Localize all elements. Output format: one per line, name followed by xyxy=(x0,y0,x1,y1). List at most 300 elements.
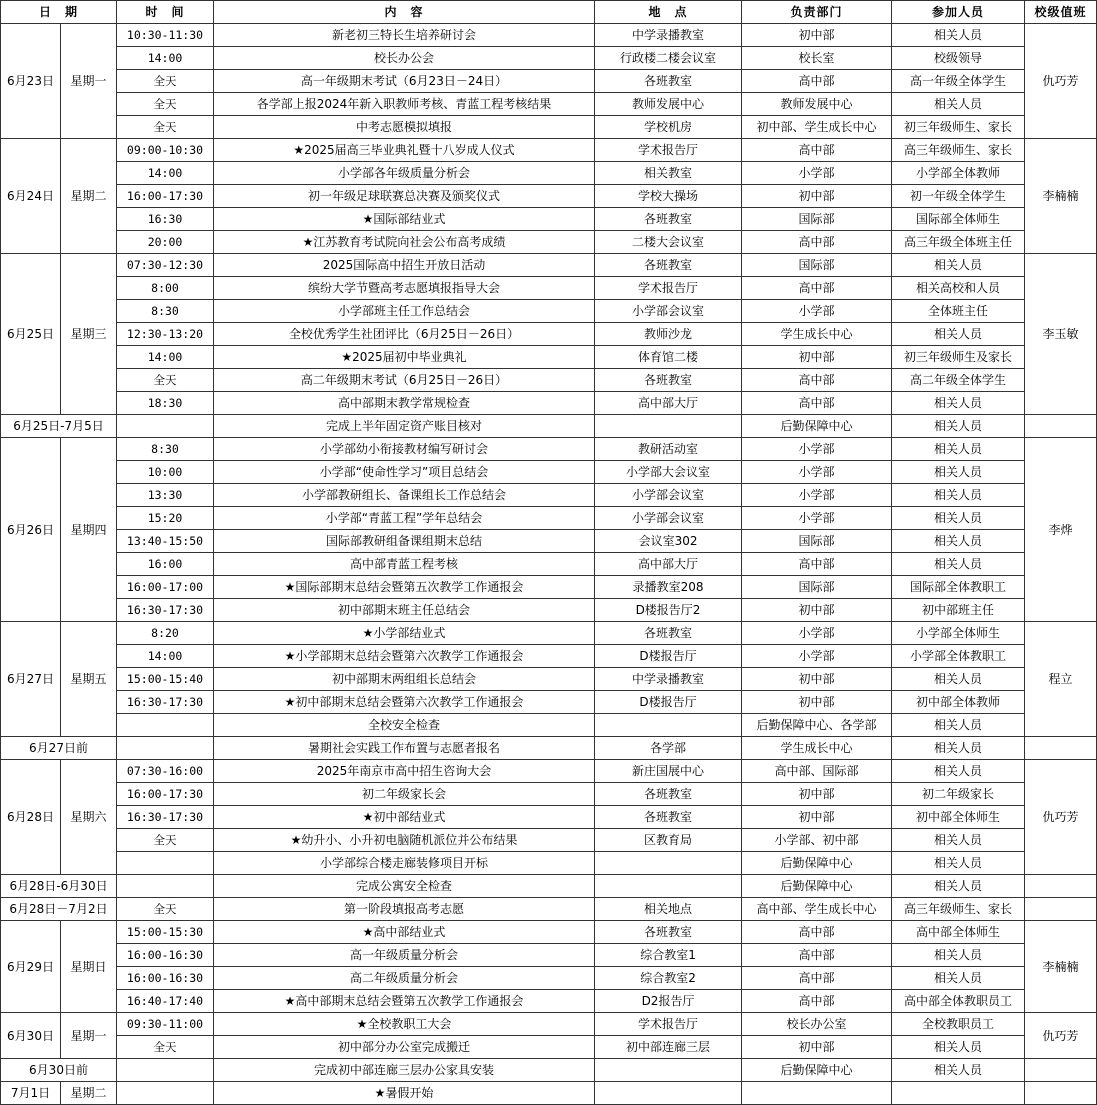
time-cell: 07:30-12:30 xyxy=(117,254,214,277)
date-cell: 7月1日 xyxy=(1,1082,61,1105)
dept-cell: 后勤保障中心 xyxy=(742,852,892,875)
table-row xyxy=(1,346,1097,369)
content-cell: 小学部“青蓝工程”学年总结会 xyxy=(214,507,595,530)
people-cell: 相关高校和人员 xyxy=(892,277,1025,300)
place-cell: D楼报告厅 xyxy=(595,691,742,714)
people-cell: 全体班主任 xyxy=(892,300,1025,323)
people-cell: 高一年级全体学生 xyxy=(892,70,1025,93)
dept-cell: 国际部 xyxy=(742,254,892,277)
table-row xyxy=(1,461,1097,484)
dept-cell: 高中部 xyxy=(742,921,892,944)
table-row xyxy=(1,691,1097,714)
people-cell: 高三年级全体班主任 xyxy=(892,231,1025,254)
dept-cell: 小学部 xyxy=(742,162,892,185)
place-cell: 学术报告厅 xyxy=(595,277,742,300)
content-cell: ★国际部结业式 xyxy=(214,208,595,231)
dept-cell: 小学部 xyxy=(742,484,892,507)
table-row xyxy=(1,484,1097,507)
people-cell: 初中部班主任 xyxy=(892,599,1025,622)
content-cell: 各学部上报2024年新入职教师考核、青蓝工程考核结果 xyxy=(214,93,595,116)
content-cell: 新老初三特长生培养研讨会 xyxy=(214,24,595,47)
content-cell: 高中部青蓝工程考核 xyxy=(214,553,595,576)
table-row xyxy=(1,990,1097,1013)
weekday-cell: 星期三 xyxy=(61,254,117,415)
people-cell: 小学部全体师生 xyxy=(892,622,1025,645)
time-cell: 16:00-16:30 xyxy=(117,944,214,967)
people-cell: 相关人员 xyxy=(892,530,1025,553)
place-cell: 小学部会议室 xyxy=(595,507,742,530)
dept-cell: 小学部 xyxy=(742,438,892,461)
dept-cell: 高中部、学生成长中心 xyxy=(742,898,892,921)
place-cell: 各班教室 xyxy=(595,806,742,829)
place-cell: 学术报告厅 xyxy=(595,139,742,162)
content-cell: 校长办公会 xyxy=(214,47,595,70)
time-cell: 全天 xyxy=(117,93,214,116)
people-cell: 初三年级师生及家长 xyxy=(892,346,1025,369)
people-cell: 相关人员 xyxy=(892,438,1025,461)
dept-cell: 学生成长中心 xyxy=(742,737,892,760)
time-cell: 全天 xyxy=(117,1036,214,1059)
dept-cell: 高中部 xyxy=(742,392,892,415)
weekday-cell: 星期二 xyxy=(61,139,117,254)
time-cell: 全天 xyxy=(117,70,214,93)
place-cell: 高中部大厅 xyxy=(595,553,742,576)
content-cell: 小学部幼小衔接教材编写研讨会 xyxy=(214,438,595,461)
dept-cell: 校长室 xyxy=(742,47,892,70)
people-cell: 相关人员 xyxy=(892,484,1025,507)
table-row xyxy=(1,24,1097,47)
weekday-cell: 星期二 xyxy=(61,1082,117,1105)
time-cell: 全天 xyxy=(117,898,214,921)
dept-cell: 后勤保障中心 xyxy=(742,1059,892,1082)
duty-cell xyxy=(1025,737,1097,760)
content-cell: 第一阶段填报高考志愿 xyxy=(214,898,595,921)
table-row xyxy=(1,714,1097,737)
table-row xyxy=(1,277,1097,300)
duty-cell: 李烨 xyxy=(1025,438,1097,622)
table-row xyxy=(1,507,1097,530)
time-cell xyxy=(117,875,214,898)
time-cell xyxy=(117,415,214,438)
time-cell: 8:20 xyxy=(117,622,214,645)
table-row xyxy=(1,553,1097,576)
content-cell: 2025国际高中招生开放日活动 xyxy=(214,254,595,277)
place-cell: D楼报告厅 xyxy=(595,645,742,668)
time-cell: 16:30 xyxy=(117,208,214,231)
place-cell: 教师沙龙 xyxy=(595,323,742,346)
date-range-cell: 6月30日前 xyxy=(1,1059,117,1082)
dept-cell: 高中部 xyxy=(742,70,892,93)
table-row xyxy=(1,921,1097,944)
date-cell: 6月29日 xyxy=(1,921,61,1013)
time-cell: 12:30-13:20 xyxy=(117,323,214,346)
people-cell: 高三年级师生、家长 xyxy=(892,898,1025,921)
people-cell: 全校教职员工 xyxy=(892,1013,1025,1036)
place-cell: 小学部会议室 xyxy=(595,484,742,507)
table-row xyxy=(1,415,1097,438)
content-cell: 初一年级足球联赛总决赛及颁奖仪式 xyxy=(214,185,595,208)
table-row xyxy=(1,737,1097,760)
content-cell: 中考志愿模拟填报 xyxy=(214,116,595,139)
dept-cell: 后勤保障中心 xyxy=(742,415,892,438)
people-cell: 小学部全体教师 xyxy=(892,162,1025,185)
dept-cell: 高中部 xyxy=(742,990,892,1013)
dept-cell: 小学部 xyxy=(742,300,892,323)
place-cell: 小学部会议室 xyxy=(595,300,742,323)
place-cell: 区教育局 xyxy=(595,829,742,852)
place-cell: 各班教室 xyxy=(595,369,742,392)
content-cell: 国际部教研组备课组期末总结 xyxy=(214,530,595,553)
table-row xyxy=(1,760,1097,783)
table-row xyxy=(1,944,1097,967)
place-cell: 相关教室 xyxy=(595,162,742,185)
date-range-cell: 6月27日前 xyxy=(1,737,117,760)
table-row xyxy=(1,162,1097,185)
header-content: 内 容 xyxy=(214,1,595,24)
header-place: 地 点 xyxy=(595,1,742,24)
people-cell: 高中部全体师生 xyxy=(892,921,1025,944)
people-cell: 初二年级家长 xyxy=(892,783,1025,806)
place-cell: 相关地点 xyxy=(595,898,742,921)
time-cell xyxy=(117,714,214,737)
place-cell xyxy=(595,852,742,875)
people-cell: 相关人员 xyxy=(892,944,1025,967)
table-row xyxy=(1,852,1097,875)
dept-cell: 初中部 xyxy=(742,668,892,691)
place-cell: 各班教室 xyxy=(595,921,742,944)
content-cell: 完成公寓安全检查 xyxy=(214,875,595,898)
content-cell: 暑期社会实践工作布置与志愿者报名 xyxy=(214,737,595,760)
content-cell: ★高中部结业式 xyxy=(214,921,595,944)
time-cell: 14:00 xyxy=(117,346,214,369)
dept-cell: 高中部 xyxy=(742,369,892,392)
dept-cell: 高中部 xyxy=(742,277,892,300)
table-row xyxy=(1,116,1097,139)
content-cell: 小学部班主任工作总结会 xyxy=(214,300,595,323)
place-cell: 中学录播教室 xyxy=(595,24,742,47)
date-cell: 6月28日 xyxy=(1,760,61,875)
place-cell: 各班教室 xyxy=(595,70,742,93)
table-row xyxy=(1,668,1097,691)
people-cell: 相关人员 xyxy=(892,852,1025,875)
table-row xyxy=(1,1059,1097,1082)
time-cell: 16:30-17:30 xyxy=(117,691,214,714)
dept-cell: 高中部 xyxy=(742,139,892,162)
place-cell: 录播教室208 xyxy=(595,576,742,599)
time-cell: 15:00-15:40 xyxy=(117,668,214,691)
content-cell: 高一年级期末考试（6月23日－24日） xyxy=(214,70,595,93)
people-cell: 相关人员 xyxy=(892,93,1025,116)
time-cell: 16:00-16:30 xyxy=(117,967,214,990)
duty-cell xyxy=(1025,1059,1097,1082)
table-row xyxy=(1,208,1097,231)
time-cell: 10:30-11:30 xyxy=(117,24,214,47)
dept-cell: 初中部 xyxy=(742,1036,892,1059)
duty-cell xyxy=(1025,415,1097,438)
time-cell: 8:30 xyxy=(117,300,214,323)
dept-cell: 高中部 xyxy=(742,553,892,576)
people-cell: 相关人员 xyxy=(892,760,1025,783)
date-range-cell: 6月28日-6月30日 xyxy=(1,875,117,898)
people-cell: 初中部全体师生 xyxy=(892,806,1025,829)
place-cell: 各学部 xyxy=(595,737,742,760)
content-cell: ★幼升小、小升初电脑随机派位并公布结果 xyxy=(214,829,595,852)
place-cell: 新庄国展中心 xyxy=(595,760,742,783)
time-cell: 20:00 xyxy=(117,231,214,254)
place-cell: 各班教室 xyxy=(595,208,742,231)
time-cell: 18:30 xyxy=(117,392,214,415)
dept-cell: 小学部 xyxy=(742,622,892,645)
place-cell: D2报告厅 xyxy=(595,990,742,1013)
place-cell: 二楼大会议室 xyxy=(595,231,742,254)
date-range-cell: 6月28日－7月2日 xyxy=(1,898,117,921)
weekday-cell: 星期一 xyxy=(61,24,117,139)
table-row xyxy=(1,622,1097,645)
table-row xyxy=(1,783,1097,806)
time-cell: 8:00 xyxy=(117,277,214,300)
time-cell: 13:30 xyxy=(117,484,214,507)
time-cell: 全天 xyxy=(117,369,214,392)
people-cell: 国际部全体教职工 xyxy=(892,576,1025,599)
date-cell: 6月25日 xyxy=(1,254,61,415)
people-cell: 相关人员 xyxy=(892,254,1025,277)
people-cell: 初一年级全体学生 xyxy=(892,185,1025,208)
people-cell: 相关人员 xyxy=(892,461,1025,484)
people-cell: 相关人员 xyxy=(892,553,1025,576)
table-row xyxy=(1,231,1097,254)
dept-cell: 初中部 xyxy=(742,806,892,829)
dept-cell: 后勤保障中心 xyxy=(742,875,892,898)
place-cell: 小学部大会议室 xyxy=(595,461,742,484)
content-cell: 小学部教研组长、备课组长工作总结会 xyxy=(214,484,595,507)
dept-cell: 后勤保障中心、各学部 xyxy=(742,714,892,737)
date-cell: 6月23日 xyxy=(1,24,61,139)
content-cell: 高二年级质量分析会 xyxy=(214,967,595,990)
people-cell: 相关人员 xyxy=(892,737,1025,760)
place-cell: 各班教室 xyxy=(595,783,742,806)
content-cell: 高二年级期末考试（6月25日－26日） xyxy=(214,369,595,392)
dept-cell: 教师发展中心 xyxy=(742,93,892,116)
people-cell: 高中部全体教职员工 xyxy=(892,990,1025,1013)
time-cell: 13:40-15:50 xyxy=(117,530,214,553)
time-cell: 07:30-16:00 xyxy=(117,760,214,783)
table-row xyxy=(1,1013,1097,1036)
content-cell: 完成初中部连廊三层办公家具安装 xyxy=(214,1059,595,1082)
content-cell: 缤纷大学节暨高考志愿填报指导大会 xyxy=(214,277,595,300)
table-row xyxy=(1,1036,1097,1059)
date-range-cell: 6月25日-7月5日 xyxy=(1,415,117,438)
time-cell xyxy=(117,852,214,875)
table-row xyxy=(1,967,1097,990)
people-cell: 相关人员 xyxy=(892,1059,1025,1082)
time-cell: 全天 xyxy=(117,116,214,139)
content-cell: ★全校教职工大会 xyxy=(214,1013,595,1036)
time-cell: 09:30-11:00 xyxy=(117,1013,214,1036)
time-cell: 16:00-17:00 xyxy=(117,576,214,599)
table-row xyxy=(1,47,1097,70)
table-row xyxy=(1,875,1097,898)
content-cell: 初中部期末班主任总结会 xyxy=(214,599,595,622)
time-cell xyxy=(117,1059,214,1082)
header-people: 参加人员 xyxy=(892,1,1025,24)
people-cell xyxy=(892,1082,1025,1105)
content-cell: ★高中部期末总结会暨第五次教学工作通报会 xyxy=(214,990,595,1013)
time-cell: 16:40-17:40 xyxy=(117,990,214,1013)
content-cell: ★暑假开始 xyxy=(214,1082,595,1105)
place-cell: 初中部连廊三层 xyxy=(595,1036,742,1059)
people-cell: 国际部全体师生 xyxy=(892,208,1025,231)
dept-cell: 校长办公室 xyxy=(742,1013,892,1036)
header-time: 时 间 xyxy=(117,1,214,24)
table-row xyxy=(1,185,1097,208)
content-cell: 高一年级质量分析会 xyxy=(214,944,595,967)
content-cell: 初中部分办公室完成搬迁 xyxy=(214,1036,595,1059)
time-cell: 全天 xyxy=(117,829,214,852)
content-cell: 全校安全检查 xyxy=(214,714,595,737)
table-row xyxy=(1,576,1097,599)
place-cell: 教师发展中心 xyxy=(595,93,742,116)
dept-cell: 初中部 xyxy=(742,185,892,208)
place-cell: 各班教室 xyxy=(595,254,742,277)
place-cell: 各班教室 xyxy=(595,622,742,645)
weekday-cell: 星期六 xyxy=(61,760,117,875)
people-cell: 相关人员 xyxy=(892,829,1025,852)
header-duty: 校级值班 xyxy=(1025,1,1097,24)
content-cell: ★国际部期末总结会暨第五次教学工作通报会 xyxy=(214,576,595,599)
content-cell: ★2025届初中毕业典礼 xyxy=(214,346,595,369)
people-cell: 相关人员 xyxy=(892,668,1025,691)
place-cell xyxy=(595,415,742,438)
time-cell: 16:00-17:30 xyxy=(117,185,214,208)
time-cell: 14:00 xyxy=(117,47,214,70)
content-cell: 初中部期末两组组长总结会 xyxy=(214,668,595,691)
content-cell: 2025年南京市高中招生咨询大会 xyxy=(214,760,595,783)
table-row xyxy=(1,300,1097,323)
dept-cell: 国际部 xyxy=(742,208,892,231)
duty-cell xyxy=(1025,1082,1097,1105)
dept-cell: 小学部 xyxy=(742,645,892,668)
header-dept: 负责部门 xyxy=(742,1,892,24)
table-row xyxy=(1,1082,1097,1105)
people-cell: 相关人员 xyxy=(892,1036,1025,1059)
people-cell: 相关人员 xyxy=(892,323,1025,346)
place-cell xyxy=(595,714,742,737)
table-row xyxy=(1,70,1097,93)
time-cell: 16:30-17:30 xyxy=(117,599,214,622)
dept-cell: 初中部 xyxy=(742,783,892,806)
people-cell: 初三年级师生、家长 xyxy=(892,116,1025,139)
table-row xyxy=(1,829,1097,852)
place-cell: 行政楼二楼会议室 xyxy=(595,47,742,70)
place-cell: 体育馆二楼 xyxy=(595,346,742,369)
table-header xyxy=(1,1,1097,24)
table-row xyxy=(1,530,1097,553)
duty-cell: 李玉敏 xyxy=(1025,254,1097,415)
content-cell: 小学部各年级质量分析会 xyxy=(214,162,595,185)
duty-cell: 李楠楠 xyxy=(1025,139,1097,254)
weekday-cell: 星期五 xyxy=(61,622,117,737)
table-row xyxy=(1,323,1097,346)
header-date: 日 期 xyxy=(1,1,117,24)
time-cell: 16:30-17:30 xyxy=(117,806,214,829)
time-cell: 14:00 xyxy=(117,162,214,185)
people-cell: 小学部全体教职工 xyxy=(892,645,1025,668)
people-cell: 相关人员 xyxy=(892,875,1025,898)
weekday-cell: 星期四 xyxy=(61,438,117,622)
table-row xyxy=(1,438,1097,461)
table-row xyxy=(1,392,1097,415)
table-row xyxy=(1,599,1097,622)
dept-cell: 小学部 xyxy=(742,507,892,530)
dept-cell: 学生成长中心 xyxy=(742,323,892,346)
duty-cell: 仇巧芳 xyxy=(1025,760,1097,875)
people-cell: 高二年级全体学生 xyxy=(892,369,1025,392)
people-cell: 相关人员 xyxy=(892,714,1025,737)
place-cell xyxy=(595,875,742,898)
time-cell: 10:00 xyxy=(117,461,214,484)
dept-cell: 小学部、初中部 xyxy=(742,829,892,852)
content-cell: 完成上半年固定资产账目核对 xyxy=(214,415,595,438)
people-cell: 校级领导 xyxy=(892,47,1025,70)
table-row xyxy=(1,139,1097,162)
duty-cell: 程立 xyxy=(1025,622,1097,737)
duty-cell: 仇巧芳 xyxy=(1025,1013,1097,1059)
content-cell: ★初中部结业式 xyxy=(214,806,595,829)
dept-cell: 初中部 xyxy=(742,691,892,714)
content-cell: ★2025届高三毕业典礼暨十八岁成人仪式 xyxy=(214,139,595,162)
time-cell xyxy=(117,737,214,760)
time-cell xyxy=(117,1082,214,1105)
dept-cell: 高中部、国际部 xyxy=(742,760,892,783)
place-cell: 教研活动室 xyxy=(595,438,742,461)
date-cell: 6月30日 xyxy=(1,1013,61,1059)
place-cell xyxy=(595,1082,742,1105)
time-cell: 16:00-17:30 xyxy=(117,783,214,806)
place-cell: 综合教室2 xyxy=(595,967,742,990)
dept-cell: 国际部 xyxy=(742,530,892,553)
place-cell: 会议室302 xyxy=(595,530,742,553)
time-cell: 8:30 xyxy=(117,438,214,461)
time-cell: 14:00 xyxy=(117,645,214,668)
content-cell: ★小学部结业式 xyxy=(214,622,595,645)
table-row xyxy=(1,898,1097,921)
date-cell: 6月24日 xyxy=(1,139,61,254)
dept-cell: 初中部、学生成长中心 xyxy=(742,116,892,139)
place-cell: 学术报告厅 xyxy=(595,1013,742,1036)
time-cell: 15:00-15:30 xyxy=(117,921,214,944)
place-cell: 学校机房 xyxy=(595,116,742,139)
people-cell: 高三年级师生、家长 xyxy=(892,139,1025,162)
people-cell: 初中部全体教师 xyxy=(892,691,1025,714)
table-row xyxy=(1,645,1097,668)
people-cell: 相关人员 xyxy=(892,967,1025,990)
content-cell: ★小学部期末总结会暨第六次教学工作通报会 xyxy=(214,645,595,668)
people-cell: 相关人员 xyxy=(892,415,1025,438)
date-cell: 6月26日 xyxy=(1,438,61,622)
people-cell: 相关人员 xyxy=(892,507,1025,530)
content-cell: 高中部期末教学常规检查 xyxy=(214,392,595,415)
place-cell xyxy=(595,1059,742,1082)
content-cell: ★初中部期末总结会暨第六次教学工作通报会 xyxy=(214,691,595,714)
people-cell: 相关人员 xyxy=(892,24,1025,47)
dept-cell: 小学部 xyxy=(742,461,892,484)
dept-cell: 初中部 xyxy=(742,24,892,47)
table-row xyxy=(1,254,1097,277)
duty-cell: 李楠楠 xyxy=(1025,921,1097,1013)
duty-cell xyxy=(1025,875,1097,898)
time-cell: 15:20 xyxy=(117,507,214,530)
dept-cell: 初中部 xyxy=(742,346,892,369)
